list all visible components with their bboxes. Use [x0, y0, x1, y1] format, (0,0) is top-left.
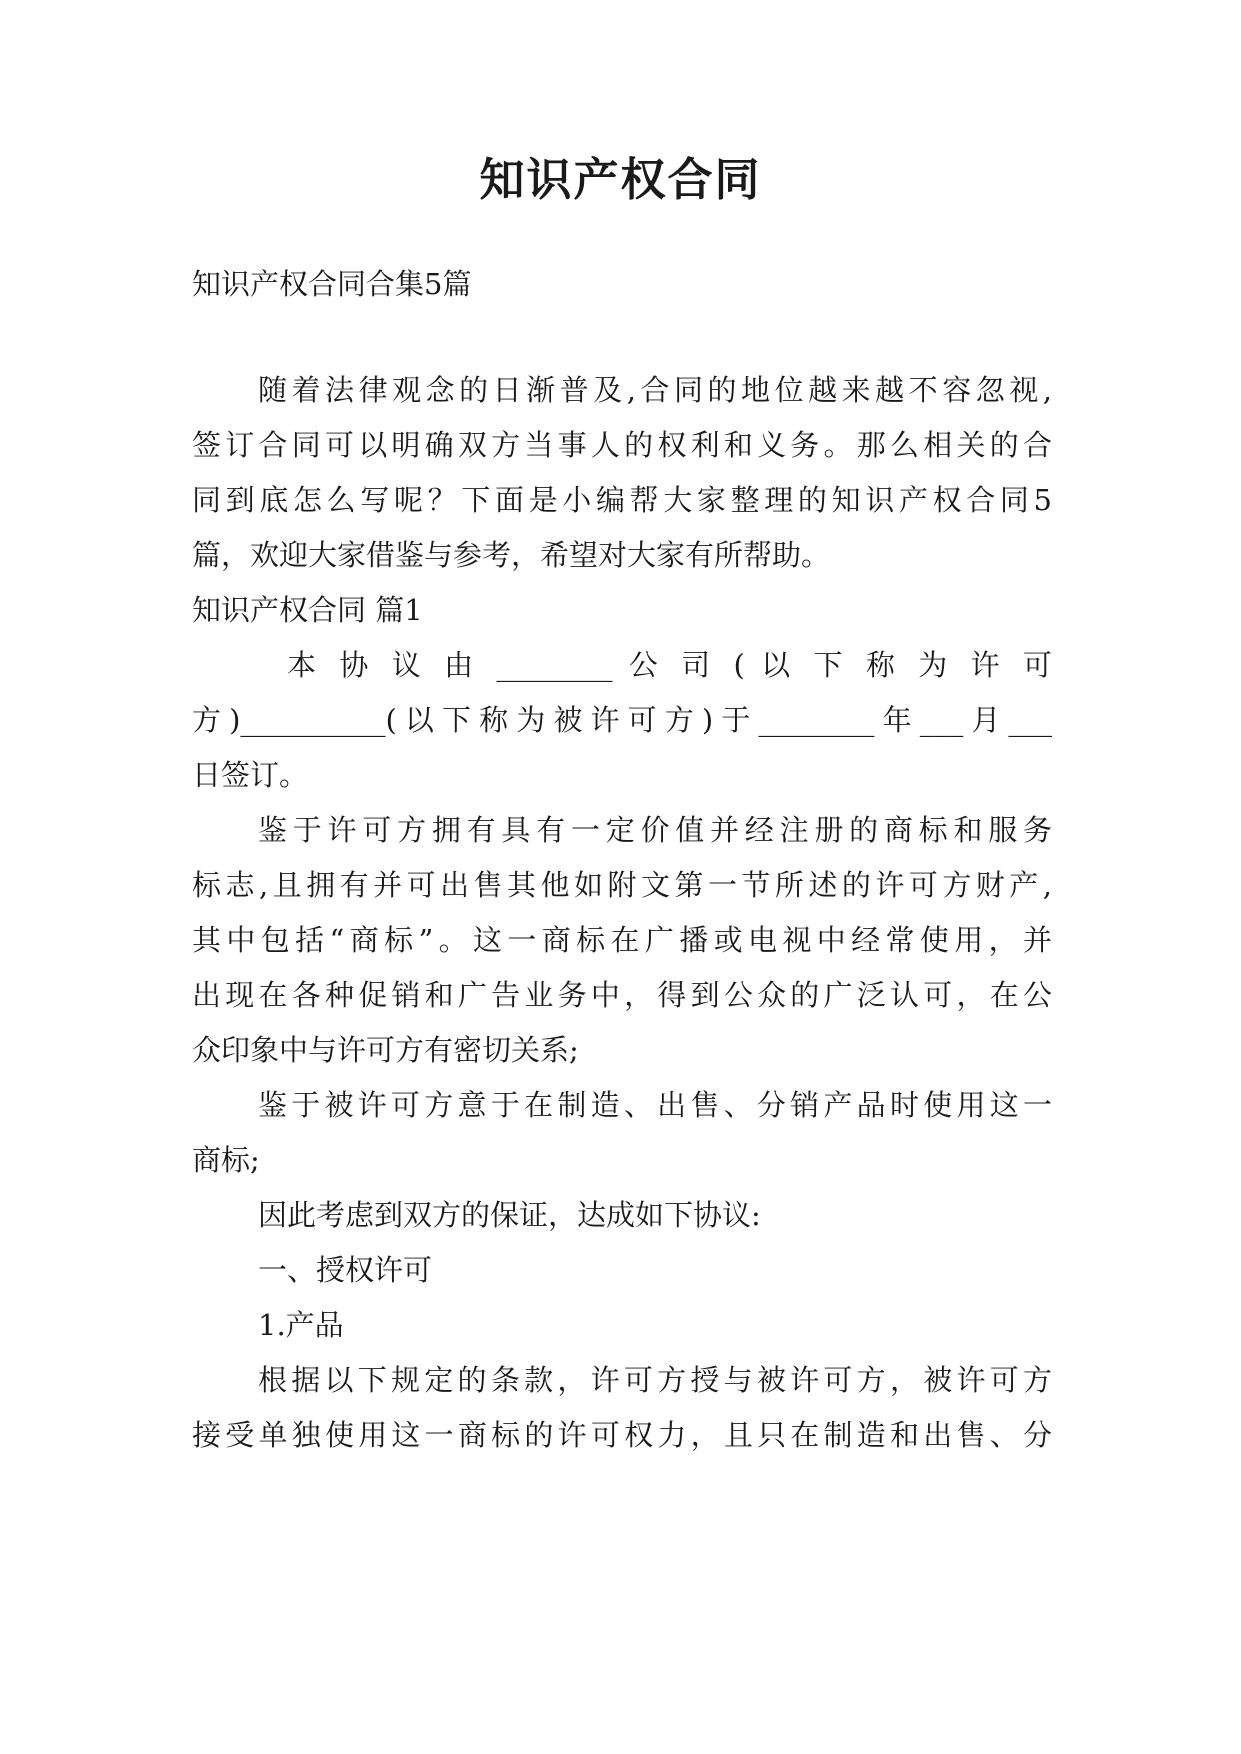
section-heading: 知识产权合同 篇1 [192, 593, 423, 627]
paragraph-line: 商标; [192, 1143, 260, 1177]
paragraph-line: 出现在各种促销和广告业务中，得到公众的广泛认可，在公 [192, 978, 1052, 1012]
paragraph-line: 众印象中与许可方有密切关系; [192, 1033, 579, 1067]
paragraph-line: 根据以下规定的条款，许可方授与被许可方，被许可方 [258, 1363, 1052, 1397]
paragraph-line: 签订合同可以明确双方当事人的权利和义务。那么相关的合 [192, 428, 1052, 462]
paragraph-line: 同到底怎么写呢？下面是小编帮大家整理的知识产权合同5 [192, 483, 1052, 517]
paragraph-line: 接受单独使用这一商标的许可权力，且只在制造和出售、分 [192, 1418, 1052, 1452]
document-title: 知识产权合同 [479, 153, 762, 206]
paragraph-line: 篇，欢迎大家借鉴与参考，希望对大家有所帮助。 [192, 538, 831, 572]
paragraph-line: 标志,且拥有并可出售其他如附文第一节所述的许可方财产, [192, 868, 1052, 902]
paragraph-line: 方)__________(以下称为被许可方)于________年___月___ [192, 703, 1052, 737]
paragraph-line: 随着法律观念的日渐普及,合同的地位越来越不容忽视, [258, 373, 1052, 407]
document-subtitle: 知识产权合同合集5篇 [192, 267, 472, 301]
paragraph-line: 鉴于许可方拥有具有一定价值并经注册的商标和服务 [258, 813, 1052, 847]
paragraph-line: 其中包括“商标”。这一商标在广播或电视中经常使用，并 [192, 923, 1052, 957]
paragraph-line: 本 协 议 由 ________ 公 司 ( 以 下 称 为 许 可 [287, 648, 1052, 682]
paragraph-line: 因此考虑到双方的保证，达成如下协议: [258, 1198, 761, 1232]
paragraph-line: 鉴于被许可方意于在制造、出售、分销产品时使用这一 [258, 1088, 1052, 1122]
paragraph-line: 日签订。 [192, 758, 309, 792]
subsection-heading: 1.产品 [258, 1308, 344, 1342]
section-heading: 一、授权许可 [258, 1253, 433, 1287]
